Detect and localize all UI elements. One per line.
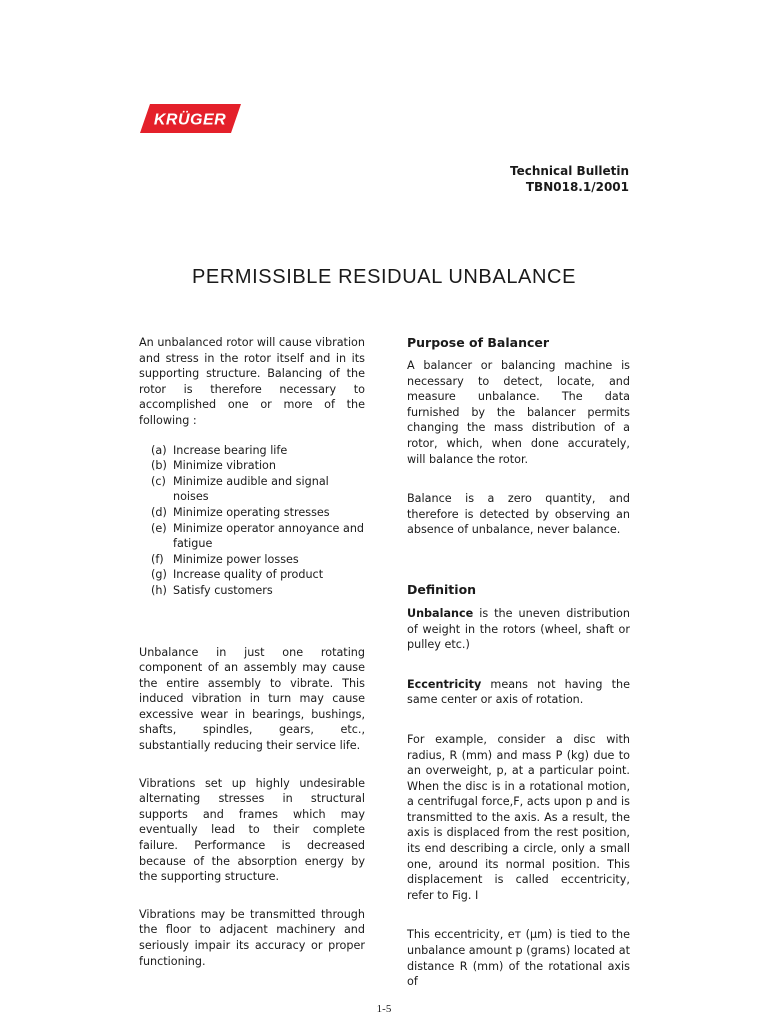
list-text: Minimize audible and signal noises [173,474,329,504]
list-text: Minimize power losses [173,552,299,566]
list-item [139,552,365,568]
purpose-heading: Purpose of Balancer [407,335,550,350]
eccentricity-text: means not having the same center or axis of rotation. [407,677,630,707]
list-text: Satisfy customers [173,583,273,597]
paragraph-component-vibration: Unbalance in just one rotating component of an assembly may cause the entire assembly to vibrate. This induced vibration in turn may cause excessive wear in bearings, bushings, shafts, spindles, gears, etc., substantially reducing their service life. [139,645,365,753]
doc-number: TBN018.1/2001 [525,180,629,194]
left-column [139,335,365,969]
paragraph-alternating-stresses: Vibrations set up highly undesirable alternating stresses in structural supports and frames which may eventually lead to their complete failure. Performance is decreased because of the absorption energy by the supporting structure. [139,776,365,884]
list-text: Minimize vibration [173,459,276,473]
unbalance-term: Unbalance [407,606,474,620]
unbalance-text: is the uneven distribution of weight in the rotors (wheel, shaft or pulley etc.) [407,606,630,652]
bulletin-header [510,163,629,195]
paragraph-transmitted-vibration: Vibrations may be transmitted through the floor to adjacent machinery and seriously impair its accuracy or proper functioning. [139,907,365,968]
intro-paragraph: An unbalanced rotor will cause vibration and stress in the rotor itself and in its supporting structure. Balancing of the rotor is therefore necessary to accomplished one or more of the following : [139,336,365,427]
list-letter: (b) [151,459,167,473]
list-text: Increase bearing life [173,443,288,457]
kruger-logo [140,104,241,133]
list-item [139,521,365,552]
list-text: Minimize operator annoyance and fatigue [173,521,365,551]
definition-heading: Definition [407,581,477,597]
list-item [139,458,365,474]
balance-paragraph: Balance is a zero quantity, and therefore is detected by observing an absence of unbalance, never balance. [407,492,630,537]
page-number: 1-5 [376,1003,392,1015]
list-item [139,505,365,521]
list-item [139,567,365,583]
benefits-list [139,443,365,599]
list-item [139,443,365,459]
list-letter: (d) [151,505,167,519]
list-letter: (f) [151,552,164,566]
doc-type: Technical Bulletin [510,164,629,178]
svg-text:KRÜGER: KRÜGER [153,111,227,129]
eccentricity-paragraph: This eccentricity, eт (µm) is tied to the unbalance amount p (grams) located at distance R (mm) of the rotational axis of [407,928,630,989]
unbalance-definition [407,606,630,653]
list-text: Minimize operating stresses [173,505,330,519]
purpose-paragraph: A balancer or balancing machine is necessary to detect, locate, and measure unbalance. The data furnished by the balancer permits changing the mass distribution of a rotor, which, when done accurately, will balance the rotor. [407,359,630,466]
list-letter: (g) [151,568,167,582]
list-letter: (h) [151,583,167,597]
right-column [407,335,630,990]
example-paragraph: For example, consider a disc with radius, R (mm) and mass P (kg) due to an overweight, p, at a particular point. When the disc is in a rotational motion, a centrifugal force,F, acts upon p and is transmitted to the axis. As a result, the axis is displaced from the rest position, its end describing a circle, only a small one, around its normal position. This displacement is called eccentricity, refer to Fig. I [407,732,630,902]
eccentricity-definition [407,677,630,708]
list-text: Increase quality of product [173,568,324,582]
list-item [139,583,365,599]
page-title: PERMISSIBLE RESIDUAL UNBALANCE [191,266,577,288]
list-letter: (c) [151,474,166,488]
list-letter: (a) [151,443,167,457]
list-item [139,474,365,505]
list-letter: (e) [151,521,167,535]
eccentricity-term: Eccentricity [407,677,482,691]
